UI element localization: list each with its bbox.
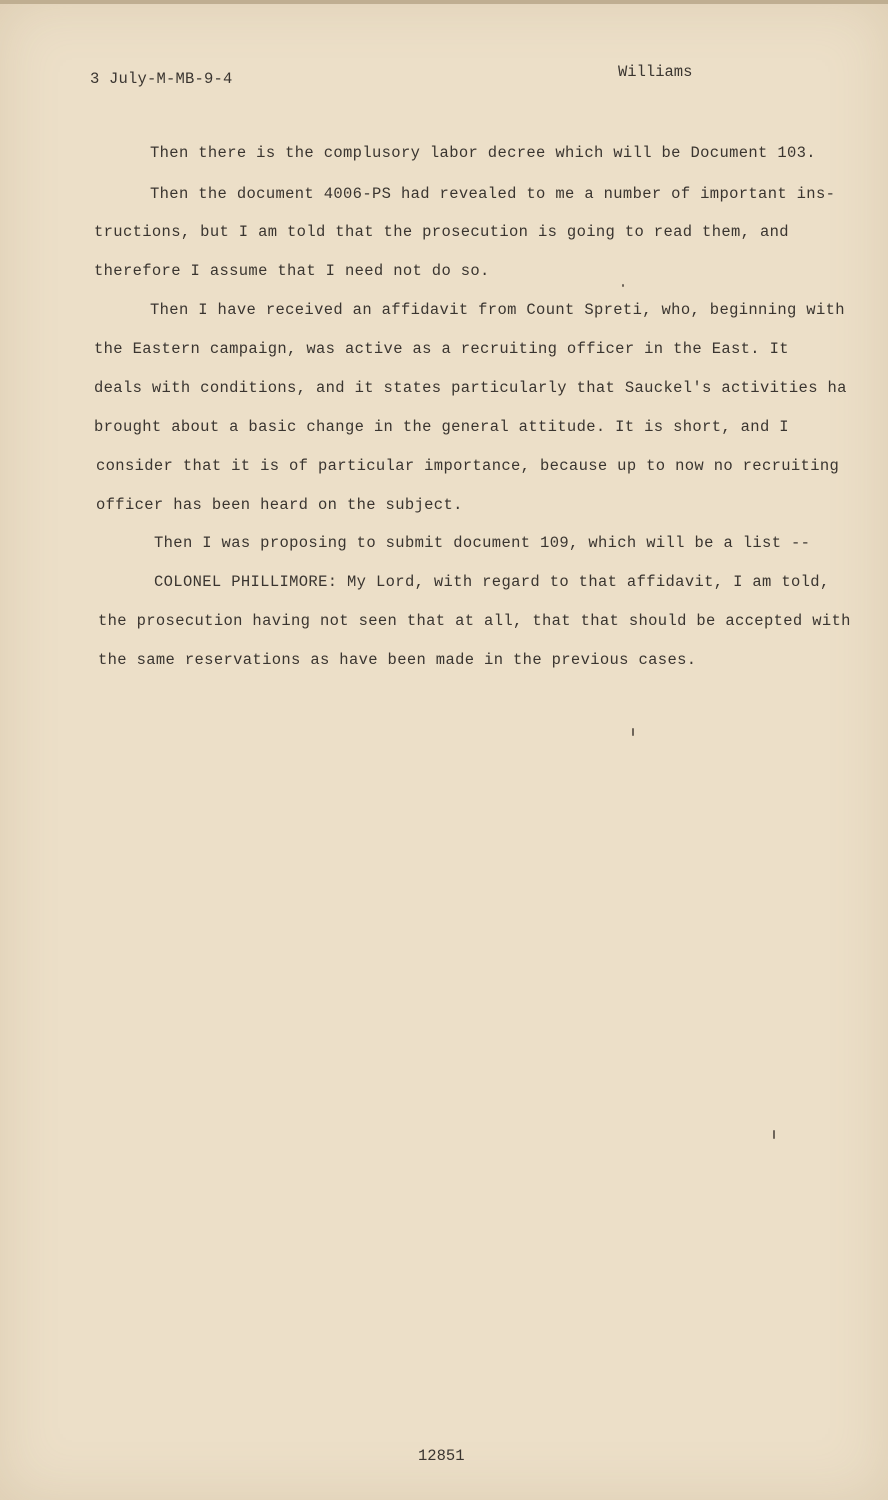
transcript-line: the prosecution having not seen that at all, that that should be accepted with bbox=[98, 612, 851, 630]
transcript-line: Then there is the complusory labor decree which will be Document 103. bbox=[150, 144, 816, 162]
page-top-edge bbox=[0, 0, 888, 4]
transcript-line: therefore I assume that I need not do so. bbox=[94, 262, 490, 280]
paper-speck bbox=[773, 1130, 775, 1139]
transcript-line: brought about a basic change in the general attitude. It is short, and I bbox=[94, 418, 789, 436]
paper-speck bbox=[622, 284, 624, 287]
paper-speck bbox=[632, 728, 634, 736]
transcript-line: Then I have received an affidavit from Count Spreti, who, beginning with bbox=[150, 301, 845, 319]
transcript-line: Then the document 4006-PS had revealed to me a number of important ins- bbox=[150, 185, 836, 203]
transcript-line: Then I was proposing to submit document 109, which will be a list -- bbox=[154, 534, 811, 552]
transcript-line: officer has been heard on the subject. bbox=[96, 496, 463, 514]
transcript-line: the same reservations as have been made in the previous cases. bbox=[98, 651, 697, 669]
transcript-line: the Eastern campaign, was active as a recruiting officer in the East. It bbox=[94, 340, 789, 358]
transcript-line: COLONEL PHILLIMORE: My Lord, with regard to that affidavit, I am told, bbox=[154, 573, 830, 591]
page-number: 12851 bbox=[418, 1447, 465, 1465]
reporter-name: Williams bbox=[618, 63, 693, 81]
document-reference: 3 July-M-MB-9-4 bbox=[90, 70, 233, 88]
transcript-line: consider that it is of particular importance, because up to now no recruiting bbox=[96, 457, 840, 475]
transcript-line: tructions, but I am told that the prosecution is going to read them, and bbox=[94, 223, 789, 241]
transcript-line: deals with conditions, and it states particularly that Sauckel's activities ha bbox=[94, 379, 847, 397]
